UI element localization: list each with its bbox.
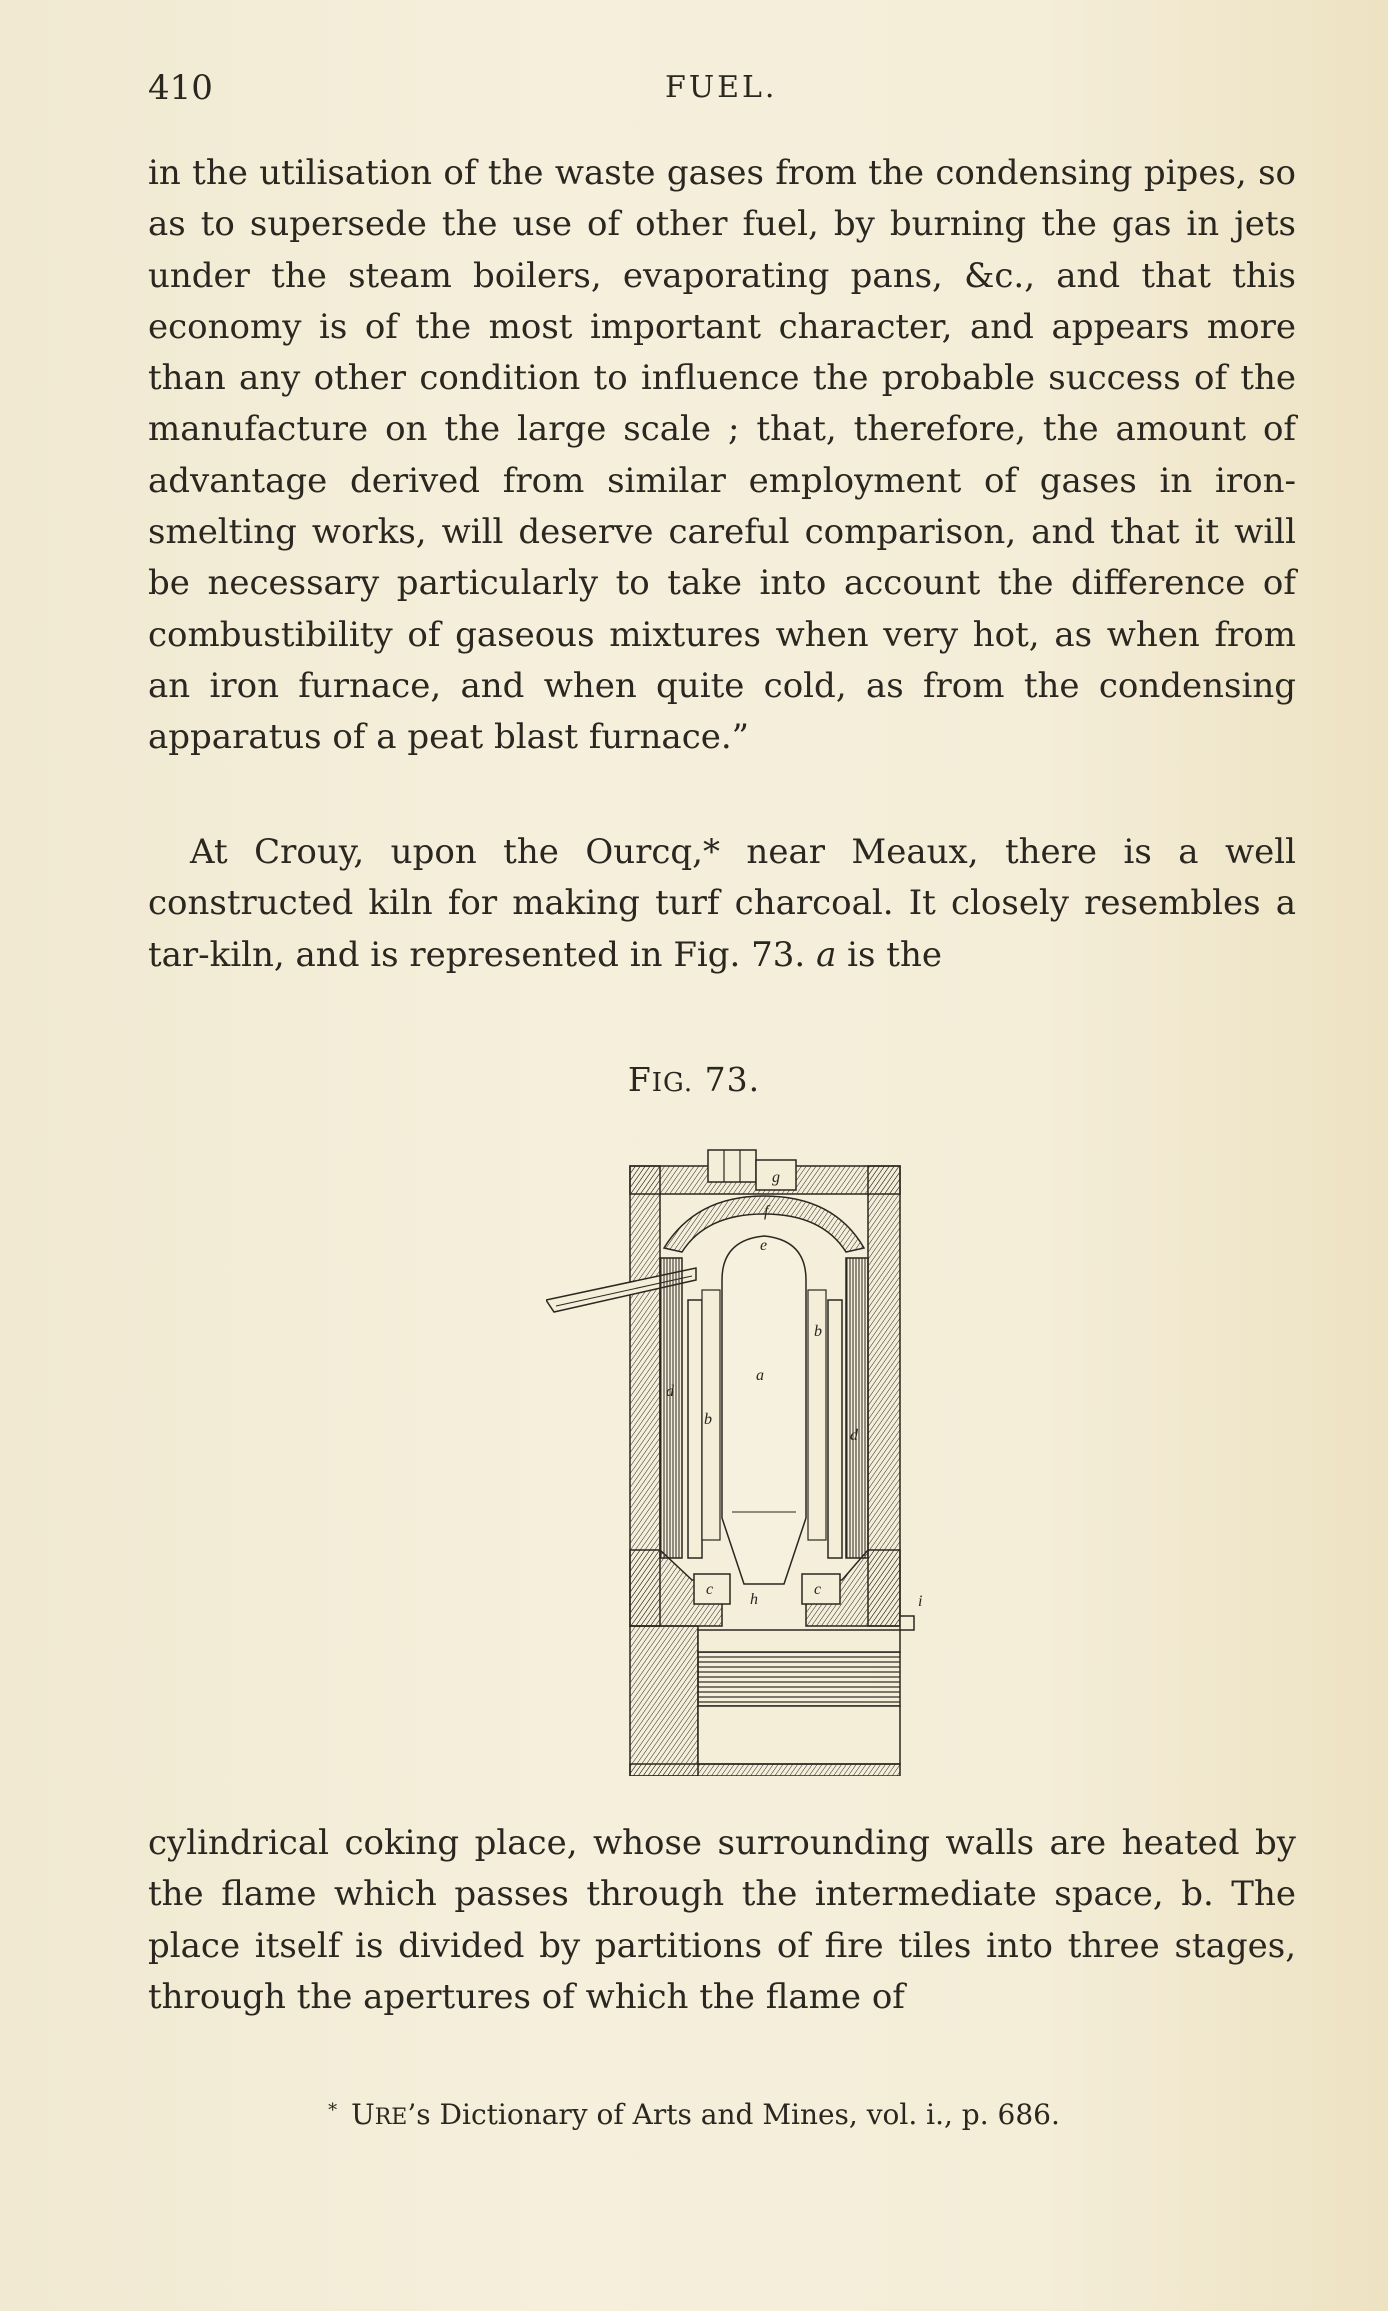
kiln-diagram xyxy=(546,1140,926,1776)
label-d-right: d xyxy=(850,1427,858,1444)
label-i: i xyxy=(918,1593,923,1610)
figure-caption xyxy=(0,1060,1388,1099)
label-g: g xyxy=(772,1169,780,1186)
side-pipe xyxy=(900,1616,914,1630)
base-stripes xyxy=(698,1652,900,1706)
label-a-reference: a xyxy=(816,934,837,975)
base-left-wall xyxy=(630,1626,698,1776)
right-inner-lining xyxy=(828,1300,842,1558)
chimney-flue xyxy=(708,1150,756,1182)
right-flue-wall xyxy=(846,1258,868,1558)
paragraph-2-tail: is the xyxy=(836,934,942,975)
label-c-left: c xyxy=(706,1581,714,1598)
left-flue-wall xyxy=(660,1258,682,1558)
footnote-author-initial: U xyxy=(351,2098,375,2131)
base-lower-room xyxy=(698,1706,900,1764)
paragraph-2-main: At Crouy, upon the Ourcq,* near Meaux, there is a well constructed kiln for making turf charcoal. It closely resembles a tar-kiln, and is represented in Fig. 73. xyxy=(148,832,1296,975)
label-e: e xyxy=(760,1237,768,1254)
running-title: FUEL. xyxy=(665,70,778,105)
label-a: a xyxy=(756,1367,764,1384)
label-f: f xyxy=(764,1203,769,1220)
paragraph-3 xyxy=(148,1818,1296,2023)
label-b-left: b xyxy=(704,1411,712,1428)
label-h: h xyxy=(750,1591,758,1608)
paragraph-2 xyxy=(148,827,1296,981)
paragraph-1 xyxy=(148,148,1296,764)
label-d-left: d xyxy=(666,1383,674,1400)
footnote-author-suffix: ’s xyxy=(407,2098,431,2131)
base-slab xyxy=(698,1630,900,1652)
caption-smallcaps: IG. xyxy=(651,1068,694,1098)
paragraph-2-text xyxy=(148,827,1296,981)
caption-number: 73. xyxy=(704,1060,761,1099)
footnote-text: Dictionary of Arts and Mines, vol. i., p. 686. xyxy=(430,2098,1060,2131)
base-floor xyxy=(630,1764,900,1776)
left-inner-lining xyxy=(688,1300,702,1558)
page-header xyxy=(148,68,1293,118)
label-c-right: c xyxy=(814,1581,822,1598)
footnote-mark: * xyxy=(328,2100,338,2121)
caption-initial: F xyxy=(627,1060,652,1099)
paragraph-1-text: in the utilisation of the waste gases from the condensing pipes, so as to supersede the use of other fuel, by burning the gas in jets under the steam boilers, evaporating pans, &c., and that this economy is of the most important character, and appears more than any other condition to influence the probable success of the manufacture on the large scale ; that, therefore, the amount of advantage derived from similar employment of gases in iron-smelting works, will deserve careful comparison, and that it will be necessary particularly to take into account the difference of combustibility of gaseous mixtures when very hot, as when from an iron furnace, and when quite cold, as from the condensing apparatus of a peat blast furnace.” xyxy=(148,153,1296,758)
label-b-right: b xyxy=(814,1323,822,1340)
coking-chamber xyxy=(722,1236,806,1584)
footnote xyxy=(0,2098,1388,2131)
paragraph-3-text: cylindrical coking place, whose surrounding walls are heated by the flame which passes through the intermediate space, b. The place itself is divided by partitions of fire tiles into three stages, through the apertures of which the flame of xyxy=(148,1823,1296,2017)
footnote-author-smallcaps: RE xyxy=(374,2105,408,2130)
page-number: 410 xyxy=(148,68,213,108)
